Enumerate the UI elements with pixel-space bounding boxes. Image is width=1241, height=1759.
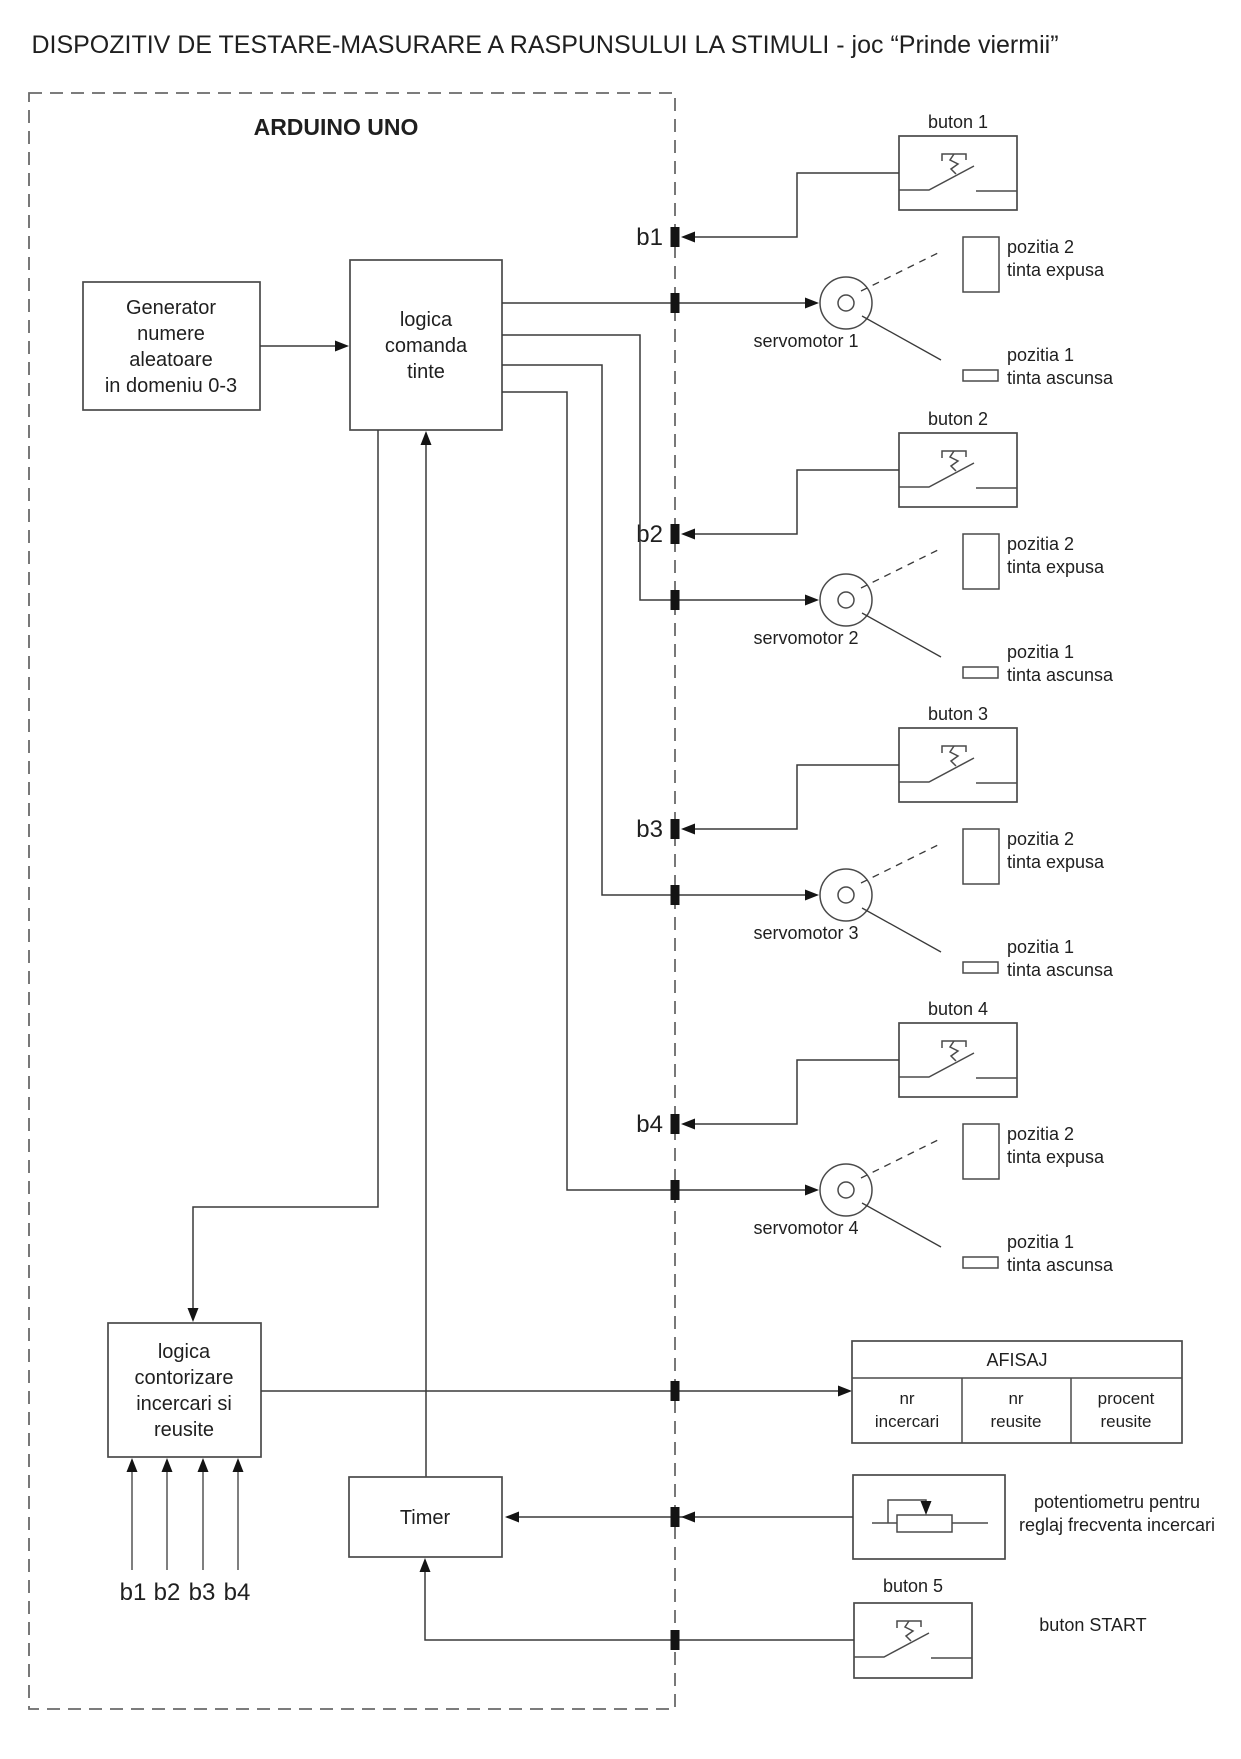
servomotor3-icon xyxy=(820,869,872,921)
servo3-pozitia2-line: pozitia 2 xyxy=(1007,829,1075,849)
wire-comanda-to-contorizare xyxy=(188,430,379,1322)
servomotor3-shaft-icon xyxy=(838,887,854,903)
servo1-arm-pozitia2 xyxy=(861,252,940,291)
servo4-pozitia2-line: tinta expusa xyxy=(1007,1147,1105,1167)
wire-comanda-to-servo2 xyxy=(502,335,819,606)
wire-buton5-to-timer xyxy=(420,1558,855,1640)
servo4-pozitia1-line: pozitia 1 xyxy=(1007,1232,1075,1252)
pin-b2 xyxy=(671,524,680,544)
pin-label-b4: b4 xyxy=(636,1111,663,1138)
tinta4-expusa-icon xyxy=(963,1124,999,1179)
afisaj-cell-line: incercari xyxy=(874,1412,940,1431)
servo2-pozitia1-line: pozitia 1 xyxy=(1007,642,1075,662)
bottom-input-label-b3: b3 xyxy=(188,1579,216,1606)
tinta3-expusa-icon xyxy=(963,829,999,884)
generator-line: aleatoare xyxy=(129,349,213,371)
tinta3-ascunsa-icon xyxy=(963,962,998,973)
buton5-label: buton 5 xyxy=(882,1576,944,1596)
pin-potentiometer xyxy=(671,1507,680,1527)
wire-comanda-to-servo1 xyxy=(502,298,819,309)
tinta1-expusa-icon xyxy=(963,237,999,292)
servomotor2-label: servomotor 2 xyxy=(753,628,859,648)
servomotor3-label: servomotor 3 xyxy=(753,923,859,943)
afisaj-cell-line: nr xyxy=(899,1389,915,1408)
potentiometer-label-line: reglaj frecventa incercari xyxy=(1018,1515,1216,1535)
tinta2-ascunsa-icon xyxy=(963,667,998,678)
buton3-box xyxy=(899,728,1017,802)
servomotor2-icon xyxy=(820,574,872,626)
potentiometer-box xyxy=(853,1475,1005,1559)
logica-comanda-line: tinte xyxy=(407,361,445,383)
servo1-pozitia2-line: tinta expusa xyxy=(1007,260,1105,280)
servo1-pozitia2-line: pozitia 2 xyxy=(1007,237,1075,257)
bottom-input-label-b2: b2 xyxy=(153,1579,181,1606)
tinta4-ascunsa-icon xyxy=(963,1257,998,1268)
afisaj-cell-line: reusite xyxy=(1100,1412,1152,1431)
servomotor4-icon xyxy=(820,1164,872,1216)
servomotor4-shaft-icon xyxy=(838,1182,854,1198)
buton4-box xyxy=(899,1023,1017,1097)
afisaj-cell-line: nr xyxy=(1008,1389,1024,1408)
bottom-input-label-b4: b4 xyxy=(223,1579,251,1606)
servomotor1-icon xyxy=(820,277,872,329)
arduino-label: ARDUINO UNO xyxy=(253,114,419,140)
servo2-pozitia1-line: tinta ascunsa xyxy=(1007,665,1114,685)
wire-buton2-to-b2 xyxy=(681,470,899,540)
wire-buton4-to-b4 xyxy=(681,1060,899,1130)
wire-buton1-to-b1 xyxy=(681,173,899,243)
servo3-arm-pozitia1 xyxy=(862,908,941,952)
generator-block xyxy=(83,282,260,410)
pin-servo2 xyxy=(671,590,680,610)
servo3-pozitia1-line: tinta ascunsa xyxy=(1007,960,1114,980)
pin-label-b3: b3 xyxy=(636,816,663,843)
channel-1 xyxy=(502,112,1114,388)
potentiometer-label-line: potentiometru pentru xyxy=(1033,1492,1201,1512)
servo3-pozitia2-line: tinta expusa xyxy=(1007,852,1105,872)
servo4-pozitia1-line: tinta ascunsa xyxy=(1007,1255,1114,1275)
wire-generator-to-comanda xyxy=(260,341,349,352)
buton5-block xyxy=(854,1576,1147,1678)
servomotor4-label: servomotor 4 xyxy=(753,1218,859,1238)
servo3-arm-pozitia2 xyxy=(861,844,940,883)
generator-line: in domeniu 0-3 xyxy=(104,375,238,397)
logica-contorizare-line: incercari si xyxy=(136,1393,232,1415)
servomotor1-shaft-icon xyxy=(838,295,854,311)
servo4-pozitia2-line: pozitia 2 xyxy=(1007,1124,1075,1144)
logica-contorizare-line: contorizare xyxy=(134,1367,234,1389)
timer-label: Timer xyxy=(399,1507,451,1529)
pin-b4 xyxy=(671,1114,680,1134)
buton1-label: buton 1 xyxy=(927,112,989,132)
afisaj-cell-line: reusite xyxy=(990,1412,1042,1431)
generator-line: Generator xyxy=(125,297,217,319)
pin-label-b2: b2 xyxy=(636,521,663,548)
servo2-pozitia2-line: pozitia 2 xyxy=(1007,534,1075,554)
buton-start-label: buton START xyxy=(1039,1615,1147,1635)
pin-b1 xyxy=(671,227,680,247)
pin-b3 xyxy=(671,819,680,839)
servo2-arm-pozitia2 xyxy=(861,549,940,588)
servo3-pozitia1-line: pozitia 1 xyxy=(1007,937,1075,957)
afisaj-title: AFISAJ xyxy=(986,1350,1048,1370)
servo2-arm-pozitia1 xyxy=(862,613,941,657)
servo4-arm-pozitia2 xyxy=(861,1139,940,1178)
logica-contorizare-line: reusite xyxy=(153,1419,215,1441)
wire-buton3-to-b3 xyxy=(681,765,899,835)
afisaj-block xyxy=(852,1341,1182,1443)
tinta2-expusa-icon xyxy=(963,534,999,589)
servo4-arm-pozitia1 xyxy=(862,1203,941,1247)
buton5-box xyxy=(854,1603,972,1678)
logica-comanda-line: logica xyxy=(399,309,453,331)
servo2-pozitia2-line: tinta expusa xyxy=(1007,557,1105,577)
timer-block xyxy=(349,1477,502,1557)
tinta1-ascunsa-icon xyxy=(963,370,998,381)
logica-comanda-block xyxy=(350,260,502,430)
pin-afisaj xyxy=(671,1381,680,1401)
buton3-label: buton 3 xyxy=(927,704,989,724)
generator-line: numere xyxy=(137,323,205,345)
buton1-box xyxy=(899,136,1017,210)
potentiometer-block xyxy=(853,1475,1215,1559)
buton2-label: buton 2 xyxy=(927,409,989,429)
wire-contorizare-to-afisaj xyxy=(261,1386,852,1397)
buton2-box xyxy=(899,433,1017,507)
page-title: DISPOZITIV DE TESTARE-MASURARE A RASPUNSULUI LA STIMULI - joc “Prinde viermii” xyxy=(31,31,1059,59)
servo1-arm-pozitia1 xyxy=(862,316,941,360)
logica-contorizare-line: logica xyxy=(157,1341,211,1363)
servomotor2-shaft-icon xyxy=(838,592,854,608)
pin-label-b1: b1 xyxy=(636,224,663,251)
servomotor1-label: servomotor 1 xyxy=(753,331,859,351)
logica-comanda-line: comanda xyxy=(384,335,468,357)
logica-contorizare-block xyxy=(108,1323,261,1457)
pin-servo3 xyxy=(671,885,680,905)
wire-timer-to-comanda xyxy=(421,431,432,1477)
pin-buton5 xyxy=(671,1630,680,1650)
servo1-pozitia1-line: tinta ascunsa xyxy=(1007,368,1114,388)
bottom-input-arrows xyxy=(120,1458,251,1606)
pin-servo4 xyxy=(671,1180,680,1200)
pin-servo1 xyxy=(671,293,680,313)
wire-comanda-to-servo4 xyxy=(502,392,819,1196)
afisaj-cell-line: procent xyxy=(1097,1389,1155,1408)
bottom-input-label-b1: b1 xyxy=(119,1579,147,1606)
servo1-pozitia1-line: pozitia 1 xyxy=(1007,345,1075,365)
buton4-label: buton 4 xyxy=(927,999,989,1019)
